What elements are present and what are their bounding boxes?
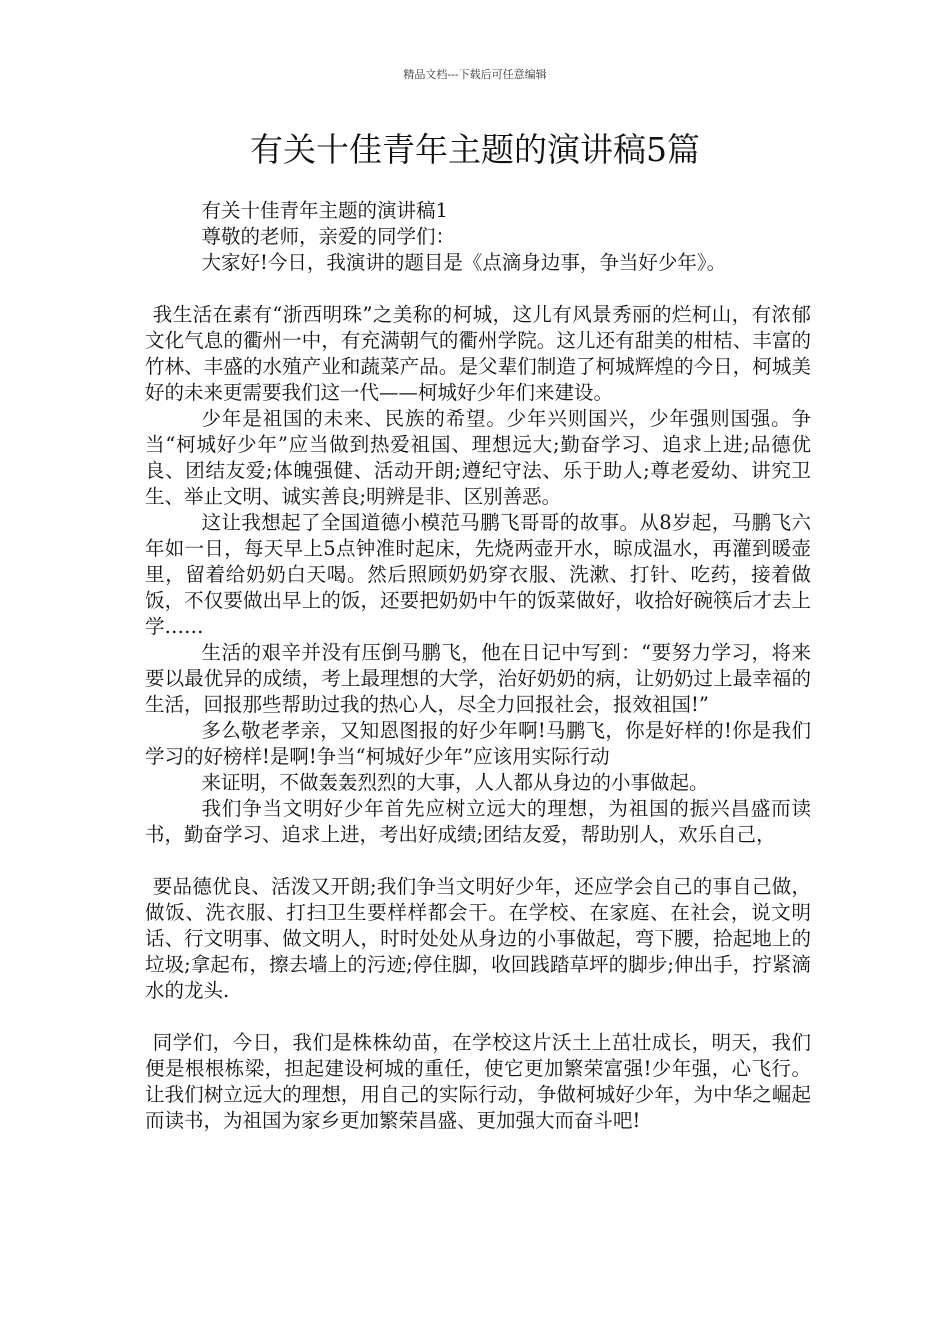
paragraph: 少年是祖国的未来、民族的希望。少年兴则国兴，少年强则国强。争当“柯城好少年”应当做到热爱祖国、理想远大;勤奋学习、追求上进;品德优良、团结友爱;体魄强健、活动开朗;遵纪守法、乐于助人;尊老爱幼、讲究卫生、举止文明、诚实善良;明辨是非、区别善恶。 xyxy=(145,407,811,508)
header-note: 精品文档---下载后可任意编辑 xyxy=(403,68,547,81)
paragraph: 大家好!今日，我演讲的题目是《点滴身边事，争当好少年》。 xyxy=(201,251,727,274)
salutation: 尊敬的老师，亲爱的同学们： xyxy=(201,225,456,248)
document-body xyxy=(145,198,811,1134)
paragraph: 要品德优良、活泼又开朗;我们争当文明好少年，还应学会自己的事自己做，做饭、洗衣服、打扫卫生要样样都会干。在学校、在家庭、在社会，说文明话、行文明事、做文明人，时时处处从身边的小事做起，弯下腰，拾起地上的垃圾;拿起布，擦去墙上的污迹;停住脚，收回践踏草坪的脚步;伸出手，拧紧滴水的龙头. xyxy=(145,875,811,1002)
paragraph: 我们争当文明好少年首先应树立远大的理想，为祖国的振兴昌盛而读书，勤奋学习、追求上进，考出好成绩;团结友爱，帮助别人，欢乐自己， xyxy=(145,797,811,846)
document-title: 有关十佳青年主题的演讲稿5篇 xyxy=(250,130,700,169)
paragraph: 多么敬老孝亲，又知恩图报的好少年啊!马鹏飞，你是好样的!你是我们学习的好榜样!是啊!争当“柯城好少年”应该用实际行动 xyxy=(145,719,811,768)
paragraph: 生活的艰辛并没有压倒马鹏飞，他在日记中写到：“要努力学习，将来要以最优异的成绩，考上最理想的大学，治好奶奶的病，让奶奶过上最幸福的生活，回报那些帮助过我的热心人，尽全力回报社会，报效祖国!” xyxy=(145,641,811,716)
paragraph: 来证明，不做轰轰烈烈的大事，人人都从身边的小事做起。 xyxy=(201,771,709,794)
speech-heading: 有关十佳青年主题的演讲稿1 xyxy=(201,199,448,222)
paragraph: 我生活在素有“浙西明珠”之美称的柯城，这儿有风景秀丽的烂柯山，有浓郁文化气息的衢州一中，有充满朝气的衢州学院。这儿还有甜美的柑桔、丰富的竹林、丰盛的水殖产业和蔬菜产品。是父辈们制造了柯城辉煌的今日，柯城美好的未来更需要我们这一代——柯城好少年们来建设。 xyxy=(145,303,811,404)
paragraph: 这让我想起了全国道德小模范马鹏飞哥哥的故事。从8岁起，马鹏飞六年如一日，每天早上5点钟准时起床，先烧两壶开水，晾成温水，再灌到暖壶里，留着给奶奶白天喝。然后照顾奶奶穿衣服、洗漱、打针、吃药，接着做饭，不仅要做出早上的饭，还要把奶奶中午的饭菜做好，收拾好碗筷后才去上学…… xyxy=(145,511,811,638)
paragraph: 同学们，今日，我们是株株幼苗，在学校这片沃土上茁壮成长，明天，我们便是根根栋梁，担起建设柯城的重任，使它更加繁荣富强!少年强，心飞行。让我们树立远大的理想，用自己的实际行动，争做柯城好少年，为中华之崛起而读书，为祖国为家乡更加繁荣昌盛、更加强大而奋斗吧! xyxy=(145,1031,811,1132)
